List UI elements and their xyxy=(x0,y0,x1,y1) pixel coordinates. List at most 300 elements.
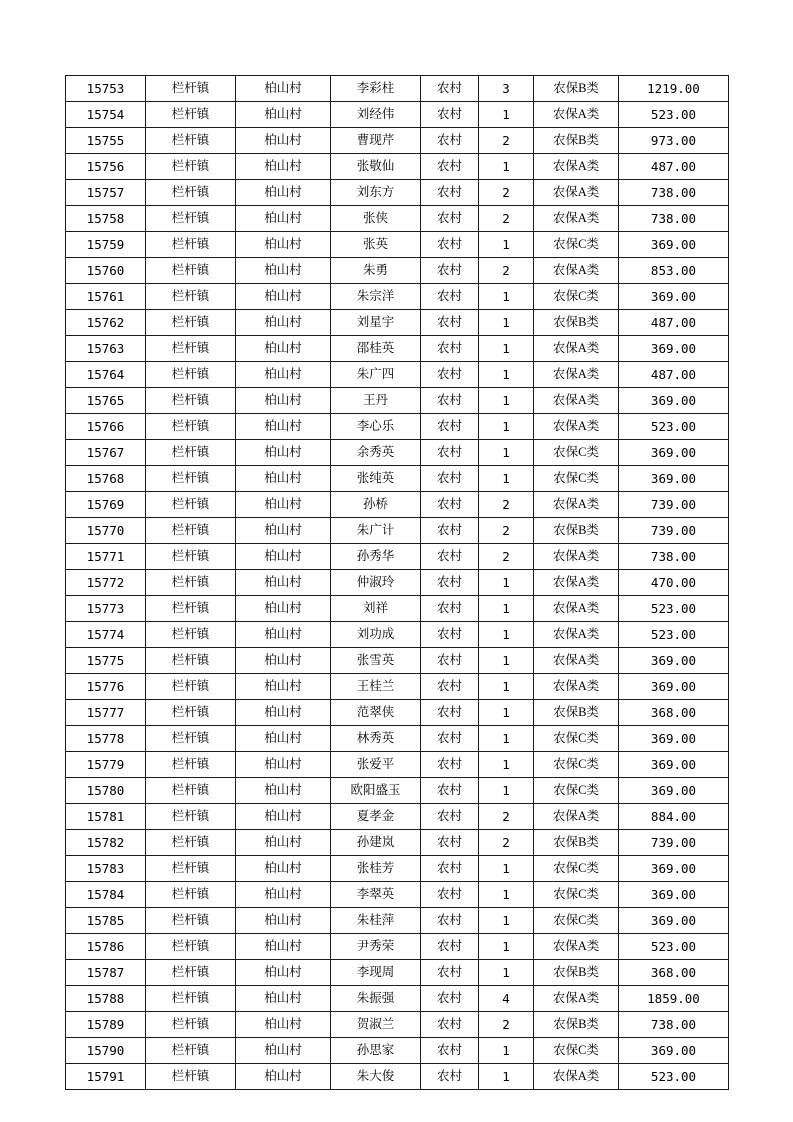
table-row xyxy=(66,674,729,700)
cell-amount: 487.00 xyxy=(619,362,729,388)
cell-town: 栏杆镇 xyxy=(146,804,236,830)
cell-town: 栏杆镇 xyxy=(146,856,236,882)
cell-id: 15757 xyxy=(66,180,146,206)
cell-category: 农保A类 xyxy=(534,648,619,674)
cell-category: 农保C类 xyxy=(534,778,619,804)
cell-amount: 884.00 xyxy=(619,804,729,830)
cell-id: 15768 xyxy=(66,466,146,492)
cell-id: 15779 xyxy=(66,752,146,778)
cell-village: 柏山村 xyxy=(236,440,331,466)
cell-count: 1 xyxy=(479,882,534,908)
cell-locale: 农村 xyxy=(421,1064,479,1090)
table-row xyxy=(66,232,729,258)
cell-town: 栏杆镇 xyxy=(146,466,236,492)
cell-town: 栏杆镇 xyxy=(146,752,236,778)
cell-id: 15783 xyxy=(66,856,146,882)
cell-amount: 1219.00 xyxy=(619,76,729,102)
cell-id: 15784 xyxy=(66,882,146,908)
cell-village: 柏山村 xyxy=(236,986,331,1012)
cell-name: 张侠 xyxy=(331,206,421,232)
cell-village: 柏山村 xyxy=(236,154,331,180)
cell-count: 1 xyxy=(479,414,534,440)
cell-town: 栏杆镇 xyxy=(146,674,236,700)
cell-name: 林秀英 xyxy=(331,726,421,752)
cell-locale: 农村 xyxy=(421,830,479,856)
cell-category: 农保A类 xyxy=(534,258,619,284)
cell-town: 栏杆镇 xyxy=(146,830,236,856)
table-row xyxy=(66,128,729,154)
cell-id: 15764 xyxy=(66,362,146,388)
cell-locale: 农村 xyxy=(421,622,479,648)
cell-locale: 农村 xyxy=(421,440,479,466)
cell-locale: 农村 xyxy=(421,180,479,206)
cell-locale: 农村 xyxy=(421,778,479,804)
cell-locale: 农村 xyxy=(421,570,479,596)
cell-id: 15763 xyxy=(66,336,146,362)
table-row xyxy=(66,362,729,388)
cell-id: 15758 xyxy=(66,206,146,232)
cell-name: 刘功成 xyxy=(331,622,421,648)
cell-category: 农保B类 xyxy=(534,960,619,986)
cell-town: 栏杆镇 xyxy=(146,960,236,986)
cell-name: 孙桥 xyxy=(331,492,421,518)
cell-count: 2 xyxy=(479,492,534,518)
cell-locale: 农村 xyxy=(421,154,479,180)
table-row xyxy=(66,934,729,960)
cell-count: 1 xyxy=(479,622,534,648)
cell-id: 15765 xyxy=(66,388,146,414)
table-row xyxy=(66,1038,729,1064)
cell-name: 孙建岚 xyxy=(331,830,421,856)
table-row xyxy=(66,570,729,596)
cell-id: 15766 xyxy=(66,414,146,440)
cell-id: 15782 xyxy=(66,830,146,856)
cell-category: 农保B类 xyxy=(534,700,619,726)
cell-amount: 369.00 xyxy=(619,908,729,934)
table-row xyxy=(66,804,729,830)
cell-count: 1 xyxy=(479,570,534,596)
cell-village: 柏山村 xyxy=(236,544,331,570)
cell-village: 柏山村 xyxy=(236,232,331,258)
cell-village: 柏山村 xyxy=(236,180,331,206)
cell-count: 1 xyxy=(479,388,534,414)
table-row xyxy=(66,856,729,882)
table-row xyxy=(66,388,729,414)
cell-id: 15755 xyxy=(66,128,146,154)
cell-count: 1 xyxy=(479,1038,534,1064)
cell-amount: 369.00 xyxy=(619,856,729,882)
cell-town: 栏杆镇 xyxy=(146,310,236,336)
cell-town: 栏杆镇 xyxy=(146,76,236,102)
cell-category: 农保B类 xyxy=(534,128,619,154)
cell-count: 2 xyxy=(479,518,534,544)
cell-category: 农保A类 xyxy=(534,804,619,830)
cell-name: 曹现芹 xyxy=(331,128,421,154)
cell-locale: 农村 xyxy=(421,388,479,414)
cell-id: 15759 xyxy=(66,232,146,258)
cell-name: 刘星宇 xyxy=(331,310,421,336)
cell-id: 15767 xyxy=(66,440,146,466)
table-row xyxy=(66,726,729,752)
cell-town: 栏杆镇 xyxy=(146,414,236,440)
cell-town: 栏杆镇 xyxy=(146,908,236,934)
cell-town: 栏杆镇 xyxy=(146,388,236,414)
cell-amount: 369.00 xyxy=(619,284,729,310)
cell-locale: 农村 xyxy=(421,882,479,908)
cell-village: 柏山村 xyxy=(236,284,331,310)
cell-count: 2 xyxy=(479,830,534,856)
cell-village: 柏山村 xyxy=(236,752,331,778)
cell-name: 朱勇 xyxy=(331,258,421,284)
subsidy-table xyxy=(65,75,729,1090)
cell-town: 栏杆镇 xyxy=(146,492,236,518)
cell-category: 农保B类 xyxy=(534,1012,619,1038)
table-row xyxy=(66,544,729,570)
cell-name: 张爱平 xyxy=(331,752,421,778)
cell-name: 朱振强 xyxy=(331,986,421,1012)
cell-locale: 农村 xyxy=(421,856,479,882)
cell-count: 1 xyxy=(479,908,534,934)
table-row xyxy=(66,258,729,284)
cell-id: 15770 xyxy=(66,518,146,544)
cell-id: 15760 xyxy=(66,258,146,284)
cell-id: 15787 xyxy=(66,960,146,986)
cell-category: 农保A类 xyxy=(534,492,619,518)
cell-locale: 农村 xyxy=(421,284,479,310)
table-row xyxy=(66,700,729,726)
cell-category: 农保A类 xyxy=(534,934,619,960)
cell-name: 刘经伟 xyxy=(331,102,421,128)
cell-id: 15756 xyxy=(66,154,146,180)
cell-locale: 农村 xyxy=(421,336,479,362)
cell-name: 李翠英 xyxy=(331,882,421,908)
cell-id: 15785 xyxy=(66,908,146,934)
cell-count: 1 xyxy=(479,336,534,362)
cell-village: 柏山村 xyxy=(236,726,331,752)
cell-amount: 369.00 xyxy=(619,778,729,804)
cell-count: 2 xyxy=(479,804,534,830)
cell-town: 栏杆镇 xyxy=(146,258,236,284)
table-row xyxy=(66,882,729,908)
cell-count: 1 xyxy=(479,778,534,804)
cell-name: 李彩柱 xyxy=(331,76,421,102)
cell-category: 农保A类 xyxy=(534,1064,619,1090)
cell-name: 刘东方 xyxy=(331,180,421,206)
table-row xyxy=(66,466,729,492)
cell-id: 15790 xyxy=(66,1038,146,1064)
table-row xyxy=(66,336,729,362)
cell-locale: 农村 xyxy=(421,310,479,336)
cell-category: 农保A类 xyxy=(534,986,619,1012)
cell-name: 朱大俊 xyxy=(331,1064,421,1090)
cell-amount: 739.00 xyxy=(619,492,729,518)
cell-amount: 1859.00 xyxy=(619,986,729,1012)
cell-locale: 农村 xyxy=(421,466,479,492)
cell-count: 1 xyxy=(479,648,534,674)
cell-locale: 农村 xyxy=(421,908,479,934)
cell-name: 张纯英 xyxy=(331,466,421,492)
table-row xyxy=(66,492,729,518)
cell-town: 栏杆镇 xyxy=(146,180,236,206)
cell-locale: 农村 xyxy=(421,76,479,102)
cell-village: 柏山村 xyxy=(236,622,331,648)
cell-town: 栏杆镇 xyxy=(146,622,236,648)
cell-locale: 农村 xyxy=(421,596,479,622)
cell-id: 15778 xyxy=(66,726,146,752)
cell-town: 栏杆镇 xyxy=(146,1064,236,1090)
cell-id: 15789 xyxy=(66,1012,146,1038)
cell-locale: 农村 xyxy=(421,960,479,986)
table-row xyxy=(66,1064,729,1090)
cell-category: 农保C类 xyxy=(534,440,619,466)
cell-amount: 369.00 xyxy=(619,336,729,362)
cell-village: 柏山村 xyxy=(236,310,331,336)
cell-category: 农保A类 xyxy=(534,544,619,570)
cell-category: 农保A类 xyxy=(534,596,619,622)
cell-village: 柏山村 xyxy=(236,1064,331,1090)
cell-name: 邵桂英 xyxy=(331,336,421,362)
cell-id: 15786 xyxy=(66,934,146,960)
cell-id: 15776 xyxy=(66,674,146,700)
cell-count: 1 xyxy=(479,700,534,726)
cell-amount: 523.00 xyxy=(619,102,729,128)
cell-amount: 369.00 xyxy=(619,648,729,674)
cell-name: 尹秀荣 xyxy=(331,934,421,960)
cell-id: 15774 xyxy=(66,622,146,648)
cell-count: 1 xyxy=(479,362,534,388)
cell-amount: 470.00 xyxy=(619,570,729,596)
cell-name: 李心乐 xyxy=(331,414,421,440)
cell-name: 李现周 xyxy=(331,960,421,986)
cell-village: 柏山村 xyxy=(236,518,331,544)
cell-count: 1 xyxy=(479,752,534,778)
cell-category: 农保B类 xyxy=(534,518,619,544)
cell-amount: 739.00 xyxy=(619,830,729,856)
cell-name: 孙秀华 xyxy=(331,544,421,570)
cell-amount: 369.00 xyxy=(619,440,729,466)
cell-amount: 523.00 xyxy=(619,596,729,622)
table-row xyxy=(66,830,729,856)
cell-amount: 523.00 xyxy=(619,622,729,648)
cell-category: 农保C类 xyxy=(534,856,619,882)
cell-amount: 369.00 xyxy=(619,232,729,258)
cell-category: 农保C类 xyxy=(534,882,619,908)
cell-amount: 739.00 xyxy=(619,518,729,544)
table-row xyxy=(66,1012,729,1038)
table-row xyxy=(66,908,729,934)
cell-category: 农保A类 xyxy=(534,414,619,440)
cell-category: 农保C类 xyxy=(534,284,619,310)
cell-count: 1 xyxy=(479,934,534,960)
table-body xyxy=(66,76,729,1090)
cell-amount: 487.00 xyxy=(619,310,729,336)
cell-village: 柏山村 xyxy=(236,674,331,700)
cell-village: 柏山村 xyxy=(236,206,331,232)
cell-locale: 农村 xyxy=(421,102,479,128)
cell-amount: 369.00 xyxy=(619,1038,729,1064)
cell-id: 15761 xyxy=(66,284,146,310)
cell-town: 栏杆镇 xyxy=(146,1038,236,1064)
cell-amount: 738.00 xyxy=(619,1012,729,1038)
cell-count: 1 xyxy=(479,440,534,466)
cell-count: 1 xyxy=(479,726,534,752)
cell-category: 农保C类 xyxy=(534,232,619,258)
cell-name: 刘祥 xyxy=(331,596,421,622)
cell-town: 栏杆镇 xyxy=(146,102,236,128)
cell-category: 农保B类 xyxy=(534,76,619,102)
cell-category: 农保A类 xyxy=(534,622,619,648)
table-row xyxy=(66,310,729,336)
cell-count: 3 xyxy=(479,76,534,102)
cell-name: 孙思家 xyxy=(331,1038,421,1064)
cell-count: 2 xyxy=(479,258,534,284)
cell-id: 15769 xyxy=(66,492,146,518)
cell-village: 柏山村 xyxy=(236,570,331,596)
cell-locale: 农村 xyxy=(421,804,479,830)
cell-amount: 738.00 xyxy=(619,180,729,206)
cell-count: 1 xyxy=(479,856,534,882)
table-row xyxy=(66,752,729,778)
cell-category: 农保A类 xyxy=(534,388,619,414)
cell-count: 2 xyxy=(479,128,534,154)
cell-town: 栏杆镇 xyxy=(146,362,236,388)
cell-name: 张英 xyxy=(331,232,421,258)
cell-village: 柏山村 xyxy=(236,388,331,414)
cell-category: 农保B类 xyxy=(534,310,619,336)
cell-locale: 农村 xyxy=(421,934,479,960)
cell-town: 栏杆镇 xyxy=(146,986,236,1012)
table-row xyxy=(66,180,729,206)
cell-village: 柏山村 xyxy=(236,804,331,830)
cell-village: 柏山村 xyxy=(236,102,331,128)
cell-name: 欧阳盛玉 xyxy=(331,778,421,804)
cell-town: 栏杆镇 xyxy=(146,128,236,154)
cell-town: 栏杆镇 xyxy=(146,596,236,622)
cell-village: 柏山村 xyxy=(236,492,331,518)
cell-locale: 农村 xyxy=(421,1012,479,1038)
cell-count: 1 xyxy=(479,102,534,128)
cell-locale: 农村 xyxy=(421,700,479,726)
cell-amount: 973.00 xyxy=(619,128,729,154)
cell-category: 农保A类 xyxy=(534,102,619,128)
cell-amount: 853.00 xyxy=(619,258,729,284)
cell-village: 柏山村 xyxy=(236,830,331,856)
cell-locale: 农村 xyxy=(421,544,479,570)
cell-amount: 368.00 xyxy=(619,700,729,726)
cell-name: 朱广计 xyxy=(331,518,421,544)
cell-category: 农保A类 xyxy=(534,206,619,232)
cell-locale: 农村 xyxy=(421,518,479,544)
table-row xyxy=(66,622,729,648)
cell-id: 15775 xyxy=(66,648,146,674)
cell-amount: 368.00 xyxy=(619,960,729,986)
cell-village: 柏山村 xyxy=(236,1012,331,1038)
cell-id: 15777 xyxy=(66,700,146,726)
cell-id: 15780 xyxy=(66,778,146,804)
cell-name: 张桂芳 xyxy=(331,856,421,882)
cell-town: 栏杆镇 xyxy=(146,336,236,362)
cell-town: 栏杆镇 xyxy=(146,1012,236,1038)
cell-category: 农保A类 xyxy=(534,570,619,596)
cell-count: 2 xyxy=(479,206,534,232)
cell-count: 1 xyxy=(479,232,534,258)
cell-count: 4 xyxy=(479,986,534,1012)
cell-locale: 农村 xyxy=(421,128,479,154)
cell-name: 王桂兰 xyxy=(331,674,421,700)
cell-locale: 农村 xyxy=(421,674,479,700)
cell-name: 范翠侠 xyxy=(331,700,421,726)
cell-town: 栏杆镇 xyxy=(146,726,236,752)
cell-town: 栏杆镇 xyxy=(146,882,236,908)
cell-amount: 523.00 xyxy=(619,414,729,440)
cell-village: 柏山村 xyxy=(236,466,331,492)
cell-locale: 农村 xyxy=(421,258,479,284)
cell-id: 15772 xyxy=(66,570,146,596)
table-row xyxy=(66,102,729,128)
cell-locale: 农村 xyxy=(421,648,479,674)
cell-name: 余秀英 xyxy=(331,440,421,466)
cell-category: 农保A类 xyxy=(534,180,619,206)
cell-name: 夏孝金 xyxy=(331,804,421,830)
table-row xyxy=(66,414,729,440)
cell-count: 2 xyxy=(479,180,534,206)
cell-count: 1 xyxy=(479,154,534,180)
cell-town: 栏杆镇 xyxy=(146,700,236,726)
cell-count: 1 xyxy=(479,466,534,492)
cell-category: 农保C类 xyxy=(534,908,619,934)
table-row xyxy=(66,284,729,310)
cell-amount: 369.00 xyxy=(619,882,729,908)
cell-village: 柏山村 xyxy=(236,414,331,440)
cell-locale: 农村 xyxy=(421,986,479,1012)
cell-village: 柏山村 xyxy=(236,882,331,908)
cell-locale: 农村 xyxy=(421,752,479,778)
cell-id: 15762 xyxy=(66,310,146,336)
cell-town: 栏杆镇 xyxy=(146,778,236,804)
cell-locale: 农村 xyxy=(421,492,479,518)
cell-name: 朱宗洋 xyxy=(331,284,421,310)
table-row xyxy=(66,986,729,1012)
cell-town: 栏杆镇 xyxy=(146,284,236,310)
cell-locale: 农村 xyxy=(421,232,479,258)
table-row xyxy=(66,154,729,180)
cell-count: 1 xyxy=(479,1064,534,1090)
table-row xyxy=(66,960,729,986)
cell-category: 农保A类 xyxy=(534,674,619,700)
cell-id: 15753 xyxy=(66,76,146,102)
cell-amount: 369.00 xyxy=(619,674,729,700)
cell-town: 栏杆镇 xyxy=(146,232,236,258)
cell-amount: 369.00 xyxy=(619,466,729,492)
cell-count: 2 xyxy=(479,544,534,570)
cell-id: 15773 xyxy=(66,596,146,622)
cell-town: 栏杆镇 xyxy=(146,648,236,674)
table-row xyxy=(66,206,729,232)
cell-amount: 369.00 xyxy=(619,726,729,752)
cell-village: 柏山村 xyxy=(236,700,331,726)
table-row xyxy=(66,778,729,804)
cell-name: 朱广四 xyxy=(331,362,421,388)
cell-village: 柏山村 xyxy=(236,908,331,934)
cell-amount: 523.00 xyxy=(619,1064,729,1090)
cell-village: 柏山村 xyxy=(236,258,331,284)
cell-name: 张雪英 xyxy=(331,648,421,674)
cell-category: 农保B类 xyxy=(534,830,619,856)
cell-amount: 523.00 xyxy=(619,934,729,960)
cell-locale: 农村 xyxy=(421,1038,479,1064)
table-row xyxy=(66,76,729,102)
cell-village: 柏山村 xyxy=(236,596,331,622)
